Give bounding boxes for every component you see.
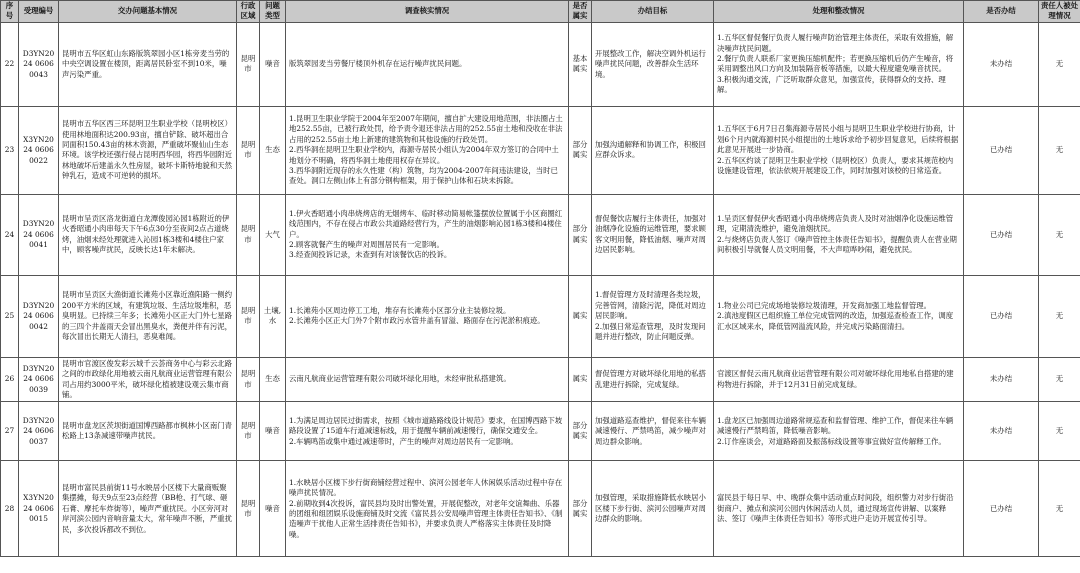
- cell-done: 未办结: [964, 22, 1039, 106]
- cell-verified: 基本属实: [569, 22, 592, 106]
- cell-id: D3YN2024 06060043: [19, 22, 59, 106]
- header-goal: 办结目标: [592, 1, 714, 23]
- cell-region: 昆明市: [237, 194, 260, 275]
- cell-accountability: 无: [1039, 402, 1080, 461]
- cell-accountability: 无: [1039, 194, 1080, 275]
- table-row: [1, 461, 1080, 557]
- header-region: 行政区域: [237, 1, 260, 23]
- cell-type: 大气: [260, 194, 286, 275]
- cell-id: X3YN2024 06060022: [19, 106, 59, 194]
- cell-type: 噪音: [260, 461, 286, 557]
- cell-type: 土壤,水: [260, 275, 286, 357]
- cell-problem: 昆明市盘龙区茨坝街道国博西路都市枫林小区南门青松路上13条减速带噪声扰民。: [59, 402, 237, 461]
- table-row: [1, 402, 1080, 461]
- cell-investigation: 1.为满足周边居民过街需求，按照《城市道路路线设计规范》要求，在国博西路下坡路段设置了15道车行道减速标线，用于提醒车辆前减速慢行，确保交通安全。 2.车辆鸣笛或集中通过减速带时，产生的噪声对周边居民有一定影响。: [286, 402, 569, 461]
- cell-verified: 部分属实: [569, 461, 592, 557]
- cell-done: 未办结: [964, 357, 1039, 402]
- cell-handling: 1.五华区于6月7日召集海源寺居民小组与昆明卫生职业学校进行协商，计划6个月内就海源村民小组提出的土地诉求给予初步回复意见，后续将根据此意见开展进一步协商。 2.五华区约谈了昆明卫生职业学校（昆明校区）负责人，要求其规范校内设施建设管理，依法依规开展建设工作，同时加强对该校的日常巡查。: [714, 106, 964, 194]
- cell-no: 27: [1, 402, 19, 461]
- cell-goal: 开展整改工作，解决空调外机运行噪声扰民问题，改善群众生活环境。: [592, 22, 714, 106]
- cell-done: 未办结: [964, 402, 1039, 461]
- table-header-row: [1, 1, 1080, 23]
- cell-investigation: 1.伊火香昭通小肉串烧烤店的无烟烤车、临时移动简易帐篷摆放位置属于小区商圈红线范围内，不存在侵占市政公共道路经营行为，产生的油烟影响沁园1栋3楼和4楼住户。 2.顾客就餐产生的噪声对周围居民有一定影响。 3.经查阅投诉记录，未查到有对该餐饮店的投诉。: [286, 194, 569, 275]
- cell-no: 25: [1, 275, 19, 357]
- cell-problem: 昆明市富民县前街11号水映居小区楼下大量商贩聚集摆摊，每天9点至23点经营（BB枪、打气球、砸石膏、摩托车炸街等），噪声严重扰民。小区旁河对岸河滨公园内音响音量太大，常年噪声不断，严重扰民，多次投诉都改不到位。: [59, 461, 237, 557]
- cell-verified: 属实: [569, 275, 592, 357]
- header-handling: 处理和整改情况: [714, 1, 964, 23]
- cell-goal: 督促管理方对破坏绿化用地的私搭乱建进行拆除，完成复绿。: [592, 357, 714, 402]
- cell-type: 噪音: [260, 22, 286, 106]
- cell-region: 昆明市: [237, 357, 260, 402]
- cell-goal: 1.督促管理方及时清理各类垃圾，完善管网，清除污泥，降低对周边居民影响。 2.加强日常巡查管理，及时发现问题并进行整改，防止问题反弹。: [592, 275, 714, 357]
- table-row: [1, 357, 1080, 402]
- cell-accountability: 无: [1039, 22, 1080, 106]
- cell-investigation: 版筑翠园麦当劳餐厅楼顶外机存在运行噪声扰民问题。: [286, 22, 569, 106]
- header-verified: 是否属实: [569, 1, 592, 23]
- cell-goal: 督促餐饮店履行主体责任，加强对油烟净化设施的运维管理，要求顾客文明用餐，降低油烟、噪声对周边居民影响。: [592, 194, 714, 275]
- cell-investigation: 1.水映居小区楼下步行街商铺经营过程中、滨河公园老年人休闲娱乐活动过程中存在噪声扰民情况。 2.前期收到4次投诉，富民县均及时出警处置，开展促整改，对老年交谊舞曲、乐器的团组和组团娱乐设施商铺及时交流《富民县公安局噪声管理主体责任告知书》、《制造噪声干扰他人正常生活排责任告知书》，并要求负责人严格落实主体责任及时降噪。: [286, 461, 569, 557]
- cell-type: 生态: [260, 357, 286, 402]
- cell-investigation: 云南凡航商业运营管理有限公司破坏绿化用地，未经审批私搭建筑。: [286, 357, 569, 402]
- cell-region: 昆明市: [237, 402, 260, 461]
- cell-id: X3YN2024 06060015: [19, 461, 59, 557]
- cell-problem: 昆明市五华区西三环昆明卫生职业学校（昆明校区）使用林地面积达200.93亩，擅自铲除、破坏超出合同面积150.43亩的林木资源，严重破坏聚仙山生态环境。该学校还强行侵占昆明西华园，将西华园附近林地破坏后建盖永久性房屋，破坏卡斯特地貌和天然钟乳石，造成不可逆转的损坏。: [59, 106, 237, 194]
- cell-goal: 加强管理，采取措施降低水映居小区楼下步行街、滨河公园噪声对周边群众的影响。: [592, 461, 714, 557]
- cell-id: D3YN2024 06060037: [19, 402, 59, 461]
- cell-accountability: 无: [1039, 461, 1080, 557]
- cell-problem: 昆明市呈贡区大渔街道长滩苑小区靠近渔阳路一侧约200平方米的区域，有建筑垃圾、生活垃圾堆积，恶臭明显。已持续三年多；长滩苑小区正大门外七星路的三四个井盖雨天会冒出黑臭水，粪便并伴有污泥，每次冒出长期无人清扫，恶臭难闻。: [59, 275, 237, 357]
- cell-handling: 1.物业公司已完成场地装修垃圾清理，开发商加强工地监督管理。 2.滇池度假区已组织施工单位完成管网的改造，加强巡查检查工作，调度汇水区域来水，降低管网溢流风险，并完成污染路面清扫。: [714, 275, 964, 357]
- table-row: [1, 275, 1080, 357]
- cell-no: 24: [1, 194, 19, 275]
- header-no: 序号: [1, 1, 19, 23]
- cell-accountability: 无: [1039, 357, 1080, 402]
- cell-verified: 部分属实: [569, 194, 592, 275]
- cell-region: 昆明市: [237, 275, 260, 357]
- table-row: [1, 194, 1080, 275]
- cell-no: 26: [1, 357, 19, 402]
- header-id: 受理编号: [19, 1, 59, 23]
- cell-verified: 部分属实: [569, 402, 592, 461]
- cell-problem: 昆明市呈贡区洛龙街道白龙潭俊园沁园1栋附近的伊火香昭通小肉串每天下午6点30分至夜间2点占道烧烤，油烟未经处理就进入沁园1栋3楼和4楼住户家中，顾客噪声扰民，反映长达1年未解决。: [59, 194, 237, 275]
- header-type: 问题类型: [260, 1, 286, 23]
- cell-handling: 1.呈贡区督促伊火香昭通小肉串烧烤店负责人及时对油烟净化设施运维管理，定期清洗维护，避免油烟扰民。 2.与烧烤店负责人签订《噪声管控主体责任告知书》，提醒负责人在营业期间积极引导就餐人员文明用餐，不大声喧哗吵闹，避免扰民。: [714, 194, 964, 275]
- cell-done: 已办结: [964, 194, 1039, 275]
- cell-id: D3YN2024 06060041: [19, 194, 59, 275]
- cell-problem: 昆明市官渡区俊发彩云城千云荟商务中心与彩云北路之间的市政绿化用地被云南凡航商业运营管理有限公司占用约3000平米，破坏绿化植被建设观云集市商铺。: [59, 357, 237, 402]
- cell-id: D3YN2024 06060042: [19, 275, 59, 357]
- cell-done: 已办结: [964, 106, 1039, 194]
- header-done: 是否办结: [964, 1, 1039, 23]
- cell-investigation: 1.长滩苑小区周边停工工地，堆存有长滩苑小区部分业主装修垃圾。 2.长滩苑小区正大门外7个附市政污水管井盖有冒溢、路面存在污泥淤积痕迹。: [286, 275, 569, 357]
- table-row: [1, 22, 1080, 106]
- cell-handling: 富民县于每日早、中、晚群众集中活动重点时间段，组织警力对步行街沿街商户、摊点和滨河公园内休闲活动人员，通过现场宣传讲解、以案释法、签订《噪声主体责任告知书》等形式进户走访开展宣传引导。: [714, 461, 964, 557]
- cell-done: 已办结: [964, 275, 1039, 357]
- cell-accountability: 无: [1039, 106, 1080, 194]
- header-investigation: 调查核实情况: [286, 1, 569, 23]
- cell-region: 昆明市: [237, 461, 260, 557]
- cell-handling: 官渡区督促云南凡航商业运营管理有限公司对破坏绿化用地私自搭建的建构物进行拆除，并于12月31日前完成复绿。: [714, 357, 964, 402]
- header-accountability: 责任人被处理情况: [1039, 1, 1080, 23]
- table-row: [1, 106, 1080, 194]
- cell-investigation: 1.昆明卫生职业学院于2004年至2007年期间，擅自扩大建设用地范围，非法圈占土地252.55亩，已被行政处罚，给予责令退还非法占用的252.55亩土地和没收在非法占用的252.55亩土地上新建的建筑物和其他设施的行政处罚。 2.西华洞在昆明卫生职业学校内，海源寺居民小组认为2004年双方签订的合同中土地划分不明确，将西华洞土地使用权存在异议。 3.西华洞附近现存的永久性建（构）筑物，均为2004-2007年间违法建设，当时已查处。洞口左侧山体上有部分钢构框架，用于保护山体和石块未拆除。: [286, 106, 569, 194]
- cell-region: 昆明市: [237, 106, 260, 194]
- header-problem: 交办问题基本情况: [59, 1, 237, 23]
- cell-id: D3YN2024 06060039: [19, 357, 59, 402]
- cell-verified: 部分属实: [569, 106, 592, 194]
- cell-verified: 属实: [569, 357, 592, 402]
- cell-no: 22: [1, 22, 19, 106]
- cell-type: 噪音: [260, 402, 286, 461]
- cell-no: 28: [1, 461, 19, 557]
- cell-region: 昆明市: [237, 22, 260, 106]
- cell-done: 已办结: [964, 461, 1039, 557]
- cell-type: 生态: [260, 106, 286, 194]
- cell-handling: 1.五华区督促餐厅负责人履行噪声防治管理主体责任，采取有效措施，解决噪声扰民问题。 2.餐厅负责人联系厂家更换压缩机配件；若更换压缩机后仍产生噪音，将采用调整出风口方向及加装隔音板等措施，以最大程度避免噪音扰民。 3.积极沟通交流，广泛听取群众意见，加强宣传，获得群众的支持、理解。: [714, 22, 964, 106]
- cell-no: 23: [1, 106, 19, 194]
- cell-handling: 1.盘龙区已加强周边道路常规巡查和监督管理、维护工作，督促来往车辆减速慢行严禁鸣笛，降低噪音影响。 2.订作座谈会，对道路路面及振荡标线设置等事宜做好宣传解释工作。: [714, 402, 964, 461]
- cell-goal: 加强道路巡查维护，督促来往车辆减速慢行、严禁鸣笛，减少噪声对周边群众影响。: [592, 402, 714, 461]
- cell-accountability: 无: [1039, 275, 1080, 357]
- cell-problem: 昆明市五华区虹山东路版筑翠园小区1栋旁麦当劳的中央空调设置在楼顶，距离居民卧室不到10米，噪声污染严重。: [59, 22, 237, 106]
- cell-goal: 加强沟通解释和协调工作，积极回应群众诉求。: [592, 106, 714, 194]
